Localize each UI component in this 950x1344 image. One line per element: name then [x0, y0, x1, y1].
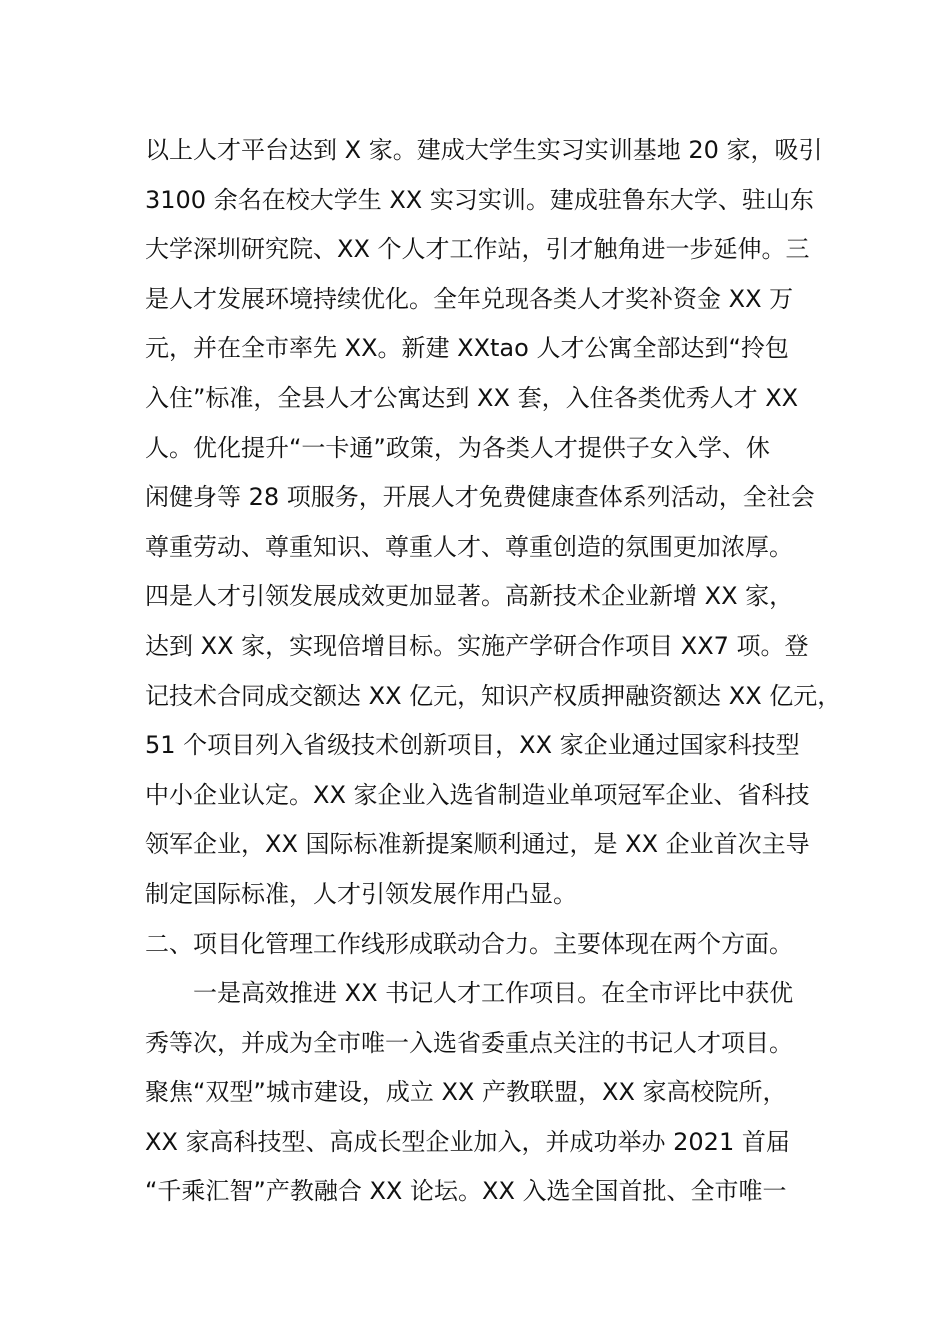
- text-line: 尊重劳动、尊重知识、尊重人才、尊重创造的氛围更加浓厚。: [145, 532, 793, 561]
- text-line: 51 个项目列入省级技术创新项目，XX 家企业通过国家科技型: [145, 731, 800, 760]
- text-line: 元，并在全市率先 XX。新建 XXtao 人才公寓全部达到“拎包: [145, 334, 789, 363]
- text-line: 入住”标准，全县人才公寓达到 XX 套，入住各类优秀人才 XX: [145, 383, 799, 412]
- text-line: 记技术合同成交额达 XX 亿元，知识产权质押融资额达 XX 亿元，: [145, 681, 842, 710]
- text-line: XX 家高科技型、高成长型企业加入，并成功举办 2021 首届: [145, 1127, 790, 1156]
- text-line: 达到 XX 家，实现倍增目标。实施产学研合作项目 XX7 项。登: [145, 631, 809, 660]
- text-line: 以上人才平台达到 X 家。建成大学生实习实训基地 20 家，吸引: [145, 136, 823, 164]
- text-line: 大学深圳研究院、XX 个人才工作站，引才触角进一步延伸。三: [145, 235, 810, 264]
- body-text: [145, 126, 842, 1217]
- text-line: 制定国际标准，人才引领发展作用凸显。: [145, 879, 577, 908]
- text-line: “千乘汇智”产教融合 XX 论坛。XX 入选全国首批、全市唯一: [145, 1177, 787, 1206]
- text-line: 3100 余名在校大学生 XX 实习实训。建成驻鲁东大学、驻山东: [145, 185, 814, 214]
- text-line: 人。优化提升“一卡通”政策，为各类人才提供子女入学、休: [145, 433, 770, 462]
- text-line: 中小企业认定。XX 家企业入选省制造业单项冠军企业、省科技: [145, 780, 810, 809]
- text-line: 四是人才引领发展成效更加显著。高新技术企业新增 XX 家，: [145, 582, 794, 611]
- text-line: 闲健身等 28 项服务，开展人才免费健康查体系列活动，全社会: [145, 483, 815, 512]
- text-line: 秀等次，并成为全市唯一入选省委重点关注的书记人才项目。: [145, 1028, 793, 1057]
- text-line: 聚焦“双型”城市建设，成立 XX 产教联盟，XX 家高校院所，: [145, 1078, 787, 1107]
- text-line: 是人才发展环境持续优化。全年兑现各类人才奖补资金 XX 万: [145, 284, 794, 313]
- section-heading: 二、项目化管理工作线形成联动合力。主要体现在两个方面。: [145, 929, 793, 958]
- text-line: 一是高效推进 XX 书记人才工作项目。在全市评比中获优: [145, 979, 794, 1008]
- text-line: 领军企业，XX 国际标准新提案顺利通过，是 XX 企业首次主导: [145, 830, 810, 859]
